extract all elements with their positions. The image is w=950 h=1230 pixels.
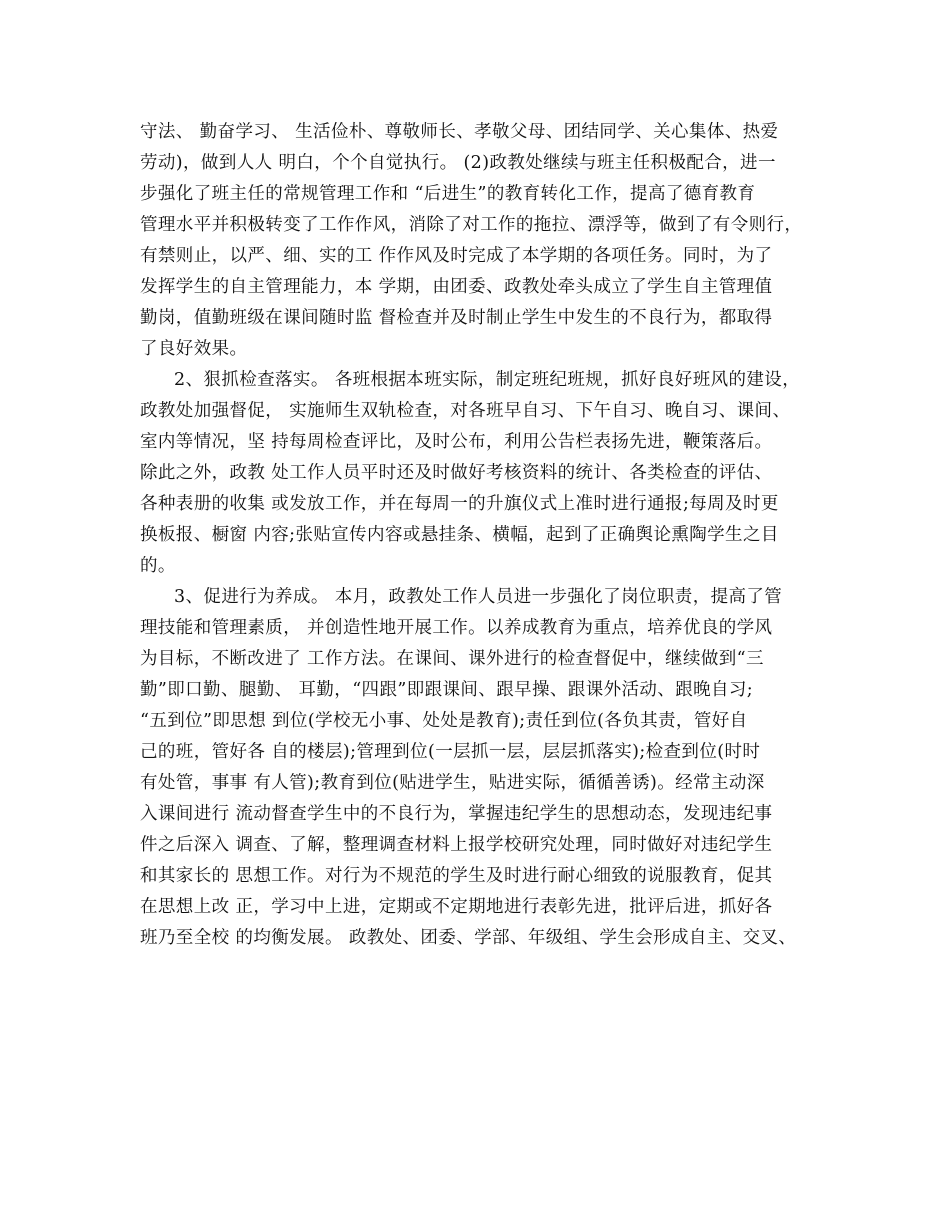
text-line: 勤”即口勤、腿勤、 耳勤，“四跟”即跟课间、跟早操、跟课外活动、跟晚自习; (140, 680, 754, 700)
text-line: 的。 (140, 556, 176, 576)
text-line: 劳动)，做到人人 明白，个个自觉执行。 (2)政教处继续与班主任积极配合，进一 (140, 153, 776, 173)
paragraph-start-line: 2、狠抓检查落实。 各班根据本班实际，制定班纪班规，抓好良好班风的建设， (174, 370, 801, 390)
text-line: 步强化了班主任的常规管理工作和 “后进生”的教育转化工作，提高了德育教育 (140, 184, 756, 204)
paragraph-start-line: 3、促进行为养成。 本月，政教处工作人员进一步强化了岗位职责，提高了管 (174, 587, 783, 607)
text-line: 换板报、橱窗 内容;张贴宣传内容或悬挂条、横幅，起到了正确舆论熏陶学生之目 (140, 525, 779, 545)
text-line: 有处管，事事 有人管);教育到位(贴进学生，贴进实际，循循善诱)。经常主动深 (140, 773, 765, 793)
text-line: 政教处加强督促， 实施师生双轨检查，对各班早自习、下午自习、晚自习、课间、 (140, 401, 791, 421)
text-line: 了良好效果。 (140, 339, 248, 359)
text-line: 发挥学生的自主管理能力，本 学期，由团委、政教处牵头成立了学生自主管理值 (140, 277, 773, 297)
text-line: 为目标，不断改进了 工作方法。在课间、课外进行的检查督促中，继续做到“三 (140, 649, 764, 669)
text-line: 各种表册的收集 或发放工作，并在每周一的升旗仪式上准时进行通报;每周及时更 (140, 494, 779, 514)
document-body (140, 117, 830, 954)
text-line: 管理水平并积极转变了工作作风，消除了对工作的拖拉、漂浮等，做到了有令则行， (140, 215, 803, 235)
text-line: “五到位”即思想 到位(学校无小事、处处是教育);责任到位(各负其责，管好自 (140, 711, 748, 731)
text-line: 入课间进行 流动督查学生中的不良行为，掌握违纪学生的思想动态，发现违纪事 (140, 804, 773, 824)
text-line: 己的班，管好各 自的楼层);管理到位(一层抓一层，层层抓落实);检查到位(时时 (140, 742, 761, 762)
text-line: 勤岗，值勤班级在课间随时监 督检查并及时制止学生中发生的不良行为，都取得 (140, 308, 773, 328)
text-line: 在思想上改 正，学习中上进，定期或不定期地进行表彰先进，批评后进，抓好各 (140, 897, 773, 917)
text-line: 件之后深入 调查、了解，整理调查材料上报学校研究处理，同时做好对违纪学生 (140, 835, 773, 855)
text-line: 室内等情况，坚 持每周检查评比，及时公布，利用公告栏表扬先进，鞭策落后。 (140, 432, 773, 452)
text-line: 班乃至全校 的均衡发展。 政教处、团委、学部、年级组、学生会形成自主、交叉、 (140, 928, 797, 948)
text-line: 守法、 勤奋学习、 生活俭朴、尊敬师长、孝敬父母、团结同学、关心集体、热爱 (140, 122, 779, 142)
text-line: 除此之外，政教 处工作人员平时还及时做好考核资料的统计、各类检查的评估、 (140, 463, 773, 483)
text-line: 和其家长的 思想工作。对行为不规范的学生及时进行耐心细致的说服教育，促其 (140, 866, 773, 886)
text-line: 有禁则止，以严、细、实的工 作作风及时完成了本学期的各项任务。同时，为了 (140, 246, 773, 266)
text-line: 理技能和管理素质， 并创造性地开展工作。以养成教育为重点，培养优良的学风 (140, 618, 773, 638)
